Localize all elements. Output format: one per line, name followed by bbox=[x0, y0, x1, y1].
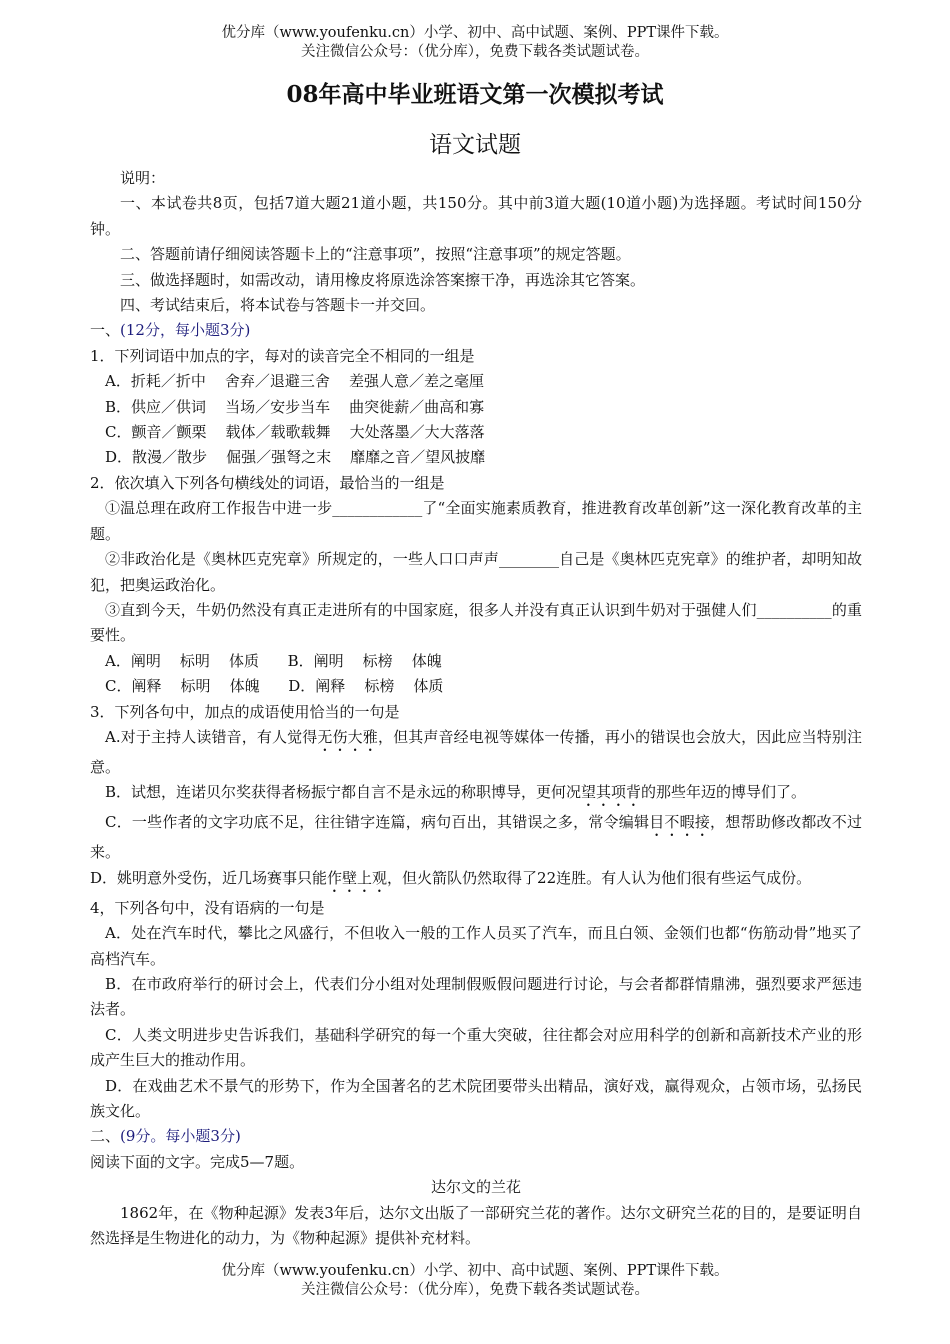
option-text: ，想帮助修改都改不过来。 bbox=[90, 813, 862, 862]
question-3-option-d bbox=[90, 866, 862, 896]
question-2-sentence-2: ②非政治化是《奥林匹克宪章》所规定的，一些人口口声声________自己是《奥林匹克宪章》的维护者，却明知故犯，把奥运政治化。 bbox=[90, 550, 862, 594]
instruction-item: 三、做选择题时，如需改动，请用橡皮将原选涂答案擦干净，再选涂其它答案。 bbox=[120, 270, 646, 289]
emphasized-idiom: 目不暇接 bbox=[649, 813, 711, 832]
emphasized-idiom: 作壁上观 bbox=[327, 868, 388, 887]
question-4-stem: 4，下列各句中，没有语病的一句是 bbox=[90, 898, 325, 917]
question-4-option-a: A．处在汽车时代，攀比之风盛行，不但收入一般的工作人员买了汽车，而且白领、金领们也都“伤筋动骨”地买了高档汽车。 bbox=[90, 924, 862, 968]
question-2-sentence-1: ①温总理在政府工作报告中进一步____________了“全面实施素质教育，推进教育改革创新”这一深化教育改革的主题。 bbox=[90, 499, 862, 543]
question-1-option-d: D．散漫／散步 倔强／强弩之末 靡靡之音／望风披靡 bbox=[105, 448, 486, 467]
header-line-2: 关注微信公众号：（优分库），免费下载各类试题试卷。 bbox=[301, 44, 649, 60]
option-text: C．一些作者的文字功底不足，往往错字连篇，病句百出，其错误之多，常令编辑 bbox=[105, 813, 650, 832]
reading-paragraph-1: 1862年，在《物种起源》发表3年后，达尔文出版了一部研究兰花的著作。达尔文研究兰花的目的，是要证明自然选择是生物进化的动力，为《物种起源》提供补充材料。 bbox=[90, 1203, 862, 1248]
section-1-score: (12分，每小题3分) bbox=[120, 321, 251, 340]
section-2-prefix: 二、 bbox=[90, 1127, 121, 1146]
question-3-option-a bbox=[90, 725, 862, 780]
instruction-item: 一、本试卷共8页，包括7道大题21道小题，共150分。其中前3道大题(10道小题)为选择题。考试时间150分钟。 bbox=[90, 194, 862, 238]
section-1-heading bbox=[90, 318, 862, 343]
question-4-option-b: B．在市政府举行的研讨会上，代表们分小组对处理制假贩假问题进行讨论，与会者都群情鼎沸，强烈要求严惩违法者。 bbox=[90, 974, 862, 1019]
question-2-options-ab: A．阐明 标明 体质 B．阐明 标榜 体魄 bbox=[105, 651, 442, 670]
question-1-option-a: A．折耗／折中 舍弃／退避三舍 差强人意／差之毫厘 bbox=[105, 372, 484, 391]
question-2-stem: 2．依次填入下列各句横线处的词语，最恰当的一组是 bbox=[90, 473, 445, 492]
instructions-label: 说明： bbox=[120, 169, 166, 187]
reading-intro: 阅读下面的文字。完成5—7题。 bbox=[90, 1152, 305, 1171]
section-2-heading bbox=[90, 1124, 862, 1149]
option-text: A.对于主持人读错音，有人觉得 bbox=[105, 727, 318, 746]
question-1-stem: 1．下列词语中加点的字，每对的读音完全不相同的一组是 bbox=[90, 346, 475, 365]
question-2-sentence-3: ③直到今天，牛奶仍然没有真正走进所有的中国家庭，很多人并没有真正认识到牛奶对于强健人们__________的重要性。 bbox=[90, 600, 862, 645]
exam-title: 08年高中毕业班语文第一次模拟考试 bbox=[286, 81, 664, 108]
question-1-option-c: C．颤音／颤栗 载体／载歌载舞 大处落墨／大大落落 bbox=[105, 423, 485, 442]
section-1-prefix: 一、 bbox=[90, 321, 121, 340]
exam-subtitle: 语文试题 bbox=[429, 132, 521, 158]
exam-body bbox=[90, 166, 862, 1251]
option-text: B．试想，连诺贝尔奖获得者杨振宁都自言不是永远的称职博导，更何况 bbox=[105, 783, 582, 802]
question-4-option-c: C．人类文明进步史告诉我们，基础科学研究的每一个重大突破，往往都会对应用科学的创新和高新技术产业的形成产生巨大的推动作用。 bbox=[90, 1025, 862, 1070]
question-1-option-b: B．供应／供词 当场／安步当车 曲突徙薪／曲高和寡 bbox=[105, 397, 485, 416]
emphasized-idiom: 无伤大雅 bbox=[317, 727, 378, 746]
footer-line-2: 关注微信公众号：（优分库），免费下载各类试题试卷。 bbox=[301, 1282, 649, 1298]
instruction-item: 四、考试结束后，将本试卷与答题卡一并交回。 bbox=[120, 296, 436, 315]
section-2-score: (9分。每小题3分) bbox=[120, 1127, 241, 1146]
reading-title: 达尔文的兰花 bbox=[430, 1178, 521, 1197]
instruction-item: 二、答题前请仔细阅读答题卡上的“注意事项”，按照“注意事项”的规定答题。 bbox=[120, 245, 631, 264]
option-text: 的那些年迈的博导们了。 bbox=[641, 783, 807, 802]
question-3-option-b bbox=[90, 780, 862, 810]
option-text: ，但其声音经电视等媒体一传播，再小的错误也会放大，因此应当特别注意。 bbox=[90, 727, 862, 776]
option-text: ，但火箭队仍然取得了22连胜。有人认为他们很有些运气成份。 bbox=[387, 868, 812, 887]
page-footer bbox=[0, 1262, 950, 1300]
question-3-stem: 3．下列各句中，加点的成语使用恰当的一句是 bbox=[90, 702, 400, 721]
header-line-1: 优分库（www.youfenku.cn）小学、初中、高中试题、案例、PPT课件下载。 bbox=[221, 25, 729, 41]
footer-line-1: 优分库（www.youfenku.cn）小学、初中、高中试题、案例、PPT课件下载。 bbox=[221, 1263, 729, 1279]
option-text: D．姚明意外受伤，近几场赛事只能 bbox=[90, 868, 328, 887]
question-2-options-cd: C．阐释 标明 体魄 D．阐释 标榜 体质 bbox=[105, 677, 444, 696]
page-header bbox=[0, 24, 950, 62]
question-4-option-d: D．在戏曲艺术不景气的形势下，作为全国著名的艺术院团要带头出精品，演好戏，赢得观众，占领市场，弘扬民族文化。 bbox=[90, 1076, 862, 1120]
question-3-option-c bbox=[90, 810, 862, 865]
emphasized-idiom: 望其项背 bbox=[581, 783, 642, 802]
